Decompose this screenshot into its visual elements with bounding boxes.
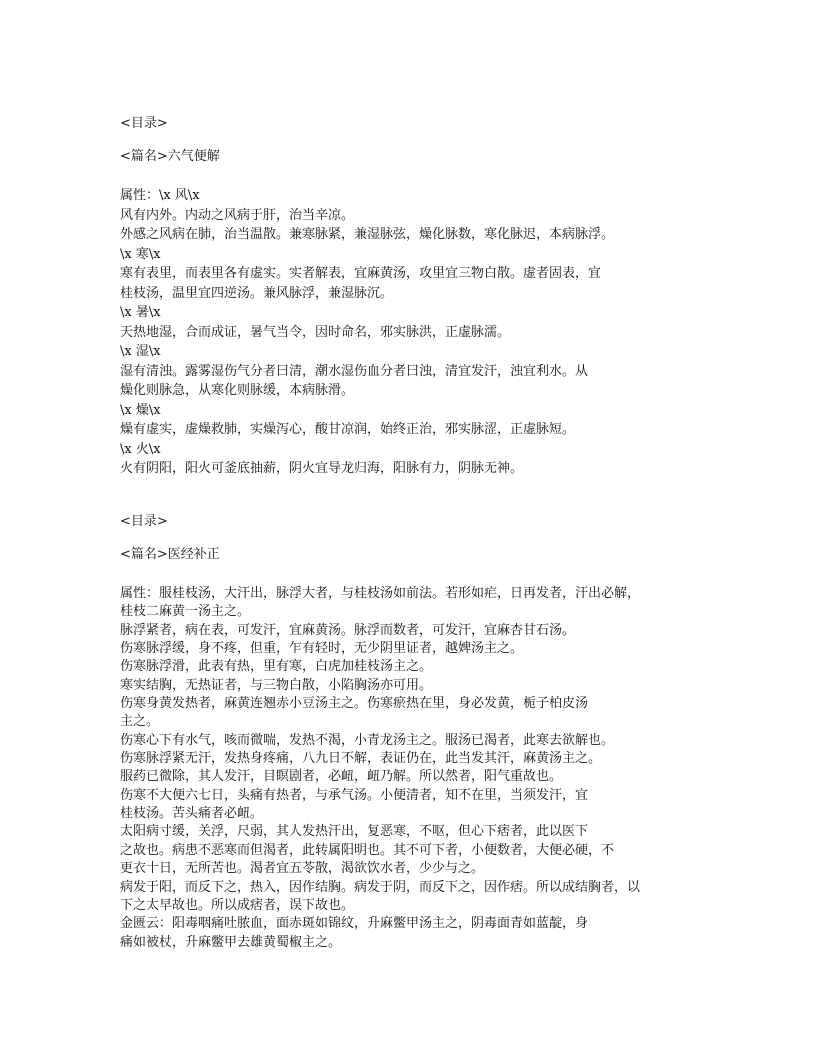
text-line: \x 火\x — [120, 441, 161, 457]
text-line: 火有阴阳，阳火可釜底抽薪，阴火宜导龙归海，阳脉有力，阴脉无神。 — [120, 461, 524, 476]
text-line: 太阳病寸缓，关浮，尺弱，其人发热汗出，复恶寒，不呕，但心下痞者，此以医下 — [120, 824, 589, 840]
text-line: 伤寒脉浮滑，此表有热，里有寒，白虎加桂枝汤主之。 — [120, 659, 433, 675]
text-line: 寒有表里，而表里各有虚实。实者解表，宜麻黄汤，攻里宜三物白散。虚者固表，宜 — [120, 266, 602, 281]
text-line: 桂枝汤。苦头痛者必衄。 — [120, 806, 264, 822]
text-line: 下之太早故也。所以成痞者，误下故也。 — [120, 897, 355, 913]
text-line: 外感之风病在肺，治当温散。兼寒脉紧，兼湿脉弦，燥化脉数，寒化脉迟，本病脉浮。 — [120, 227, 615, 242]
text-line: 更衣十日，无所苦也。渴者宜五苓散，渴欲饮水者，少少与之。 — [120, 861, 485, 877]
text-line: \x 燥\x — [120, 402, 161, 418]
text-line: 伤寒脉浮缓，身不疼，但重，乍有轻时，无少阴里证者，越婢汤主之。 — [120, 641, 524, 657]
text-line: 风有内外。内动之风病于肝，治当辛凉。 — [120, 207, 355, 223]
text-line: 燥有虚实，虚燥救肺，实燥泻心，酸甘凉润，始终正治，邪实脉涩，正虚脉短。 — [120, 422, 576, 437]
text-line: 金匮云：阳毒咽痛吐脓血，面赤斑如锦纹，升麻鳖甲汤主之，阴毒面青如蓝靛，身 — [120, 916, 589, 932]
text-line: 寒实结胸，无热证者，与三物白散，小陷胸汤亦可用。 — [120, 677, 433, 693]
text-line: 桂枝二麻黄一汤主之。 — [120, 604, 251, 620]
text-line: 脉浮紧者，病在表，可发汗，宜麻黄汤。脉浮而数者，可发汗，宜麻杏甘石汤。 — [120, 622, 576, 638]
text-line: 服药已微除，其人发汗，目瞑剧者，必衄，衄乃解。所以然者，阳气重故也。 — [120, 769, 563, 785]
text-line: 属性：服桂枝汤，大汗出，脉浮大者，与桂枝汤如前法。若形如疟，日再发者，汗出必解， — [120, 586, 641, 601]
text-line: 天热地湿，合而成证，暑气当令，因时命名，邪实脉洪，正虚脉濡。 — [120, 324, 511, 340]
text-line: 伤寒不大便六七日，头痛有热者，与承气汤。小便清者，知不在里，当须发汗，宜 — [120, 787, 589, 803]
text-line: 主之。 — [120, 714, 160, 730]
text-line: \x 寒\x — [120, 246, 161, 262]
text-line: 伤寒心下有水气，咳而微喘，发热不渴，小青龙汤主之。服汤已渴者，此寒去欲解也。 — [120, 732, 615, 748]
text-line: \x 暑\x — [120, 305, 161, 320]
chapter-title: <篇名>六气便解 — [120, 149, 220, 164]
text-line: 伤寒身黄发热者，麻黄连翘赤小豆汤主之。伤寒瘀热在里，身必发黄，栀子柏皮汤 — [120, 696, 589, 712]
body-text — [120, 186, 614, 479]
text-line: 病发于阳，而反下之，热入，因作结胸。病发于阴，而反下之，因作痞。所以成结胸者，以 — [120, 879, 641, 895]
text-line: \x 湿\x — [120, 344, 161, 359]
text-line: 属性：\x 风\x — [120, 188, 200, 203]
toc-heading: <目录> — [120, 116, 168, 131]
text-line: 燥化则脉急，从寒化则脉缓，本病脉滑。 — [120, 383, 355, 398]
text-line: 伤寒脉浮紧无汗，发热身疼痛，八九日不解，表证仍在，此当发其汗，麻黄汤主之。 — [120, 751, 602, 767]
toc-heading: <目录> — [120, 514, 168, 529]
text-line: 痛如被杖，升麻鳖甲去雄黄蜀椒主之。 — [120, 934, 342, 950]
text-line: 桂枝汤，温里宜四逆汤。兼风脉浮，兼湿脉沉。 — [120, 285, 394, 301]
text-line: 湿有清浊。露雾湿伤气分者曰清，潮水湿伤血分者曰浊，清宜发汗，浊宜利水。从 — [120, 363, 589, 379]
body-text — [120, 585, 640, 952]
text-line: 之故也。病患不恶寒而但渴者，此转属阳明也。其不可下者，小便数者，大便必硬，不 — [120, 842, 615, 858]
chapter-title: <篇名>医经补正 — [120, 547, 220, 562]
